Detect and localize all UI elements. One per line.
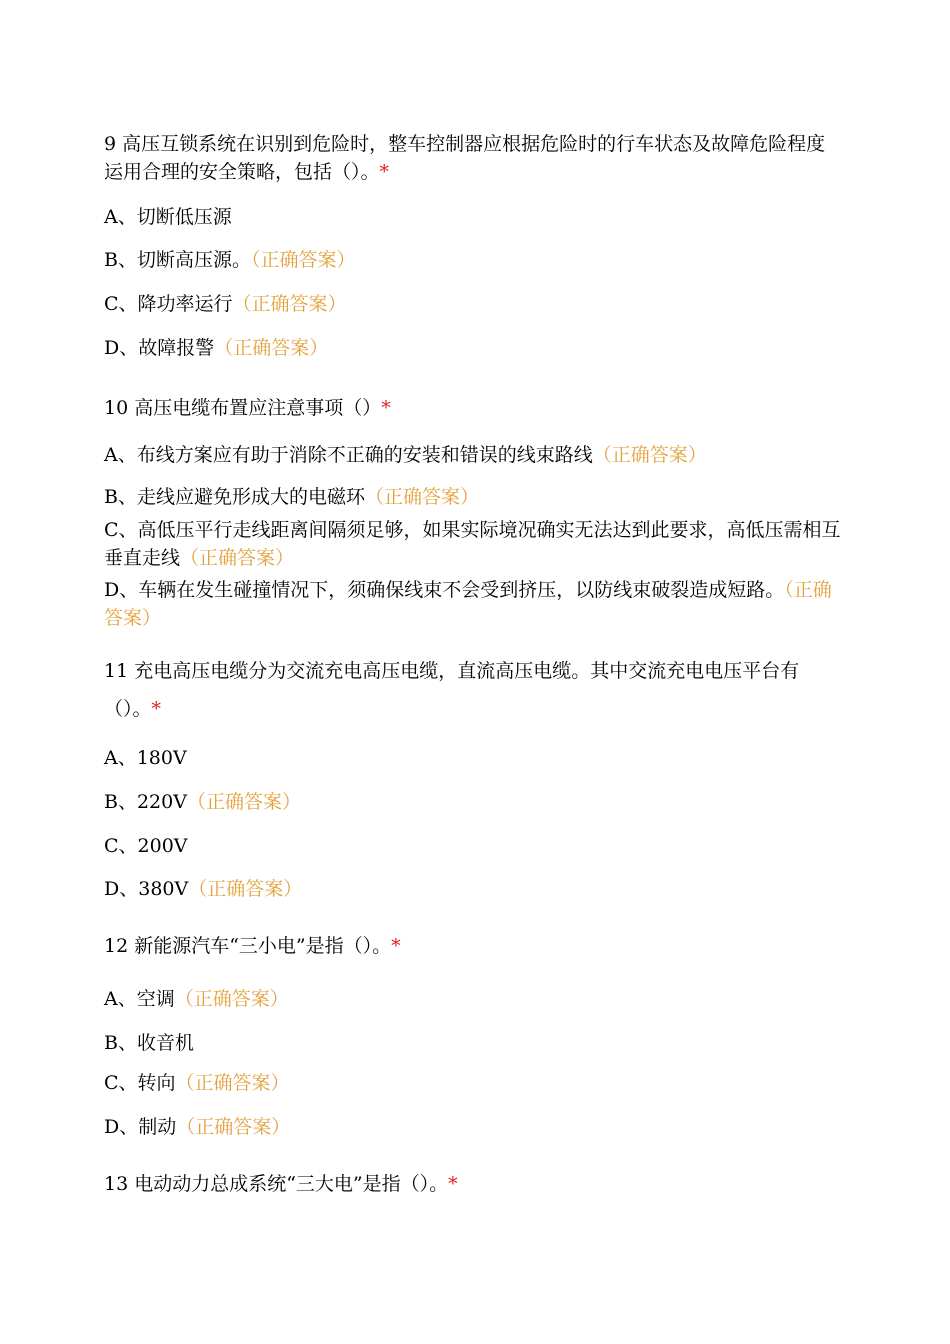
correct-answer-label: （正确答案） <box>186 791 301 813</box>
correct-answer-label: （正确答案） <box>174 988 289 1010</box>
option-text: C、降功率运行 <box>104 293 233 315</box>
question-text: 11 充电高压电缆分为交流充电高压电缆，直流高压电缆。其中交流充电电压平台有（）。 <box>104 660 800 720</box>
question-text: 10 高压电缆布置应注意事项（） <box>104 397 382 419</box>
correct-answer-label: （正确答案） <box>176 1116 291 1138</box>
correct-answer-label: （正确答案） <box>180 547 295 569</box>
required-mark: * <box>448 1173 458 1195</box>
option-text: A、空调 <box>104 988 175 1010</box>
required-mark: * <box>381 397 391 419</box>
option-10d[interactable] <box>104 576 844 632</box>
option-text: D、车辆在发生碰撞情况下，须确保线束不会受到挤压，以防线束破裂造成短路。 <box>104 579 785 601</box>
option-text: A、180V <box>104 747 187 769</box>
correct-answer-label: （正确答案） <box>592 444 707 466</box>
option-11b[interactable] <box>104 790 301 814</box>
option-9a[interactable] <box>104 205 232 229</box>
option-text: C、200V <box>104 835 188 857</box>
question-13 <box>104 1172 458 1196</box>
option-text: B、走线应避免形成大的电磁环 <box>104 486 365 508</box>
correct-answer-label: （正确答案） <box>175 1072 290 1094</box>
option-11c[interactable] <box>104 834 188 858</box>
option-9b[interactable] <box>104 248 355 272</box>
question-text: 9 高压互锁系统在识别到危险时，整车控制器应根据危险时的行车状态及故障危险程度运用合理的安全策略，包括（）。 <box>104 133 826 183</box>
option-11a[interactable] <box>104 746 187 770</box>
question-9 <box>104 130 844 186</box>
option-12a[interactable] <box>104 987 289 1011</box>
option-text: B、收音机 <box>104 1032 194 1054</box>
correct-answer-label: （正确答案） <box>250 249 356 271</box>
question-10 <box>104 396 391 420</box>
required-mark: * <box>151 698 162 720</box>
option-11d[interactable] <box>104 877 302 901</box>
option-12c[interactable] <box>104 1071 290 1095</box>
required-mark: * <box>379 161 390 183</box>
option-text: D、380V <box>104 878 189 900</box>
option-10a[interactable] <box>104 443 707 467</box>
option-text: A、切断低压源 <box>104 206 232 228</box>
option-text: C、转向 <box>104 1072 176 1094</box>
option-text: A、布线方案应有助于消除不正确的安装和错误的线束路线 <box>104 444 593 466</box>
question-11 <box>104 652 844 728</box>
option-text: B、切断高压源。 <box>104 249 251 271</box>
question-text: 12 新能源汽车“三小电”是指（）。 <box>104 935 392 957</box>
option-9c[interactable] <box>104 292 347 316</box>
option-12d[interactable] <box>104 1115 290 1139</box>
option-9d[interactable] <box>104 336 328 360</box>
option-12b[interactable] <box>104 1031 194 1055</box>
correct-answer-label: （正确答案） <box>214 337 329 359</box>
option-text: D、制动 <box>104 1116 177 1138</box>
option-text: C、高低压平行走线距离间隔须足够，如果实际境况确实无法达到此要求，高低压需相互垂直走线 <box>104 519 841 569</box>
option-text: B、220V <box>104 791 187 813</box>
correct-answer-label: （正确答案） <box>232 293 347 315</box>
correct-answer-label: （正确答案） <box>104 579 832 629</box>
option-text: D、故障报警 <box>104 337 215 359</box>
option-10c[interactable] <box>104 516 844 572</box>
correct-answer-label: （正确答案） <box>364 486 479 508</box>
option-10b[interactable] <box>104 485 479 509</box>
required-mark: * <box>391 935 401 957</box>
correct-answer-label: （正确答案） <box>188 878 303 900</box>
question-text: 13 电动动力总成系统“三大电”是指（）。 <box>104 1173 449 1195</box>
question-12 <box>104 934 401 958</box>
